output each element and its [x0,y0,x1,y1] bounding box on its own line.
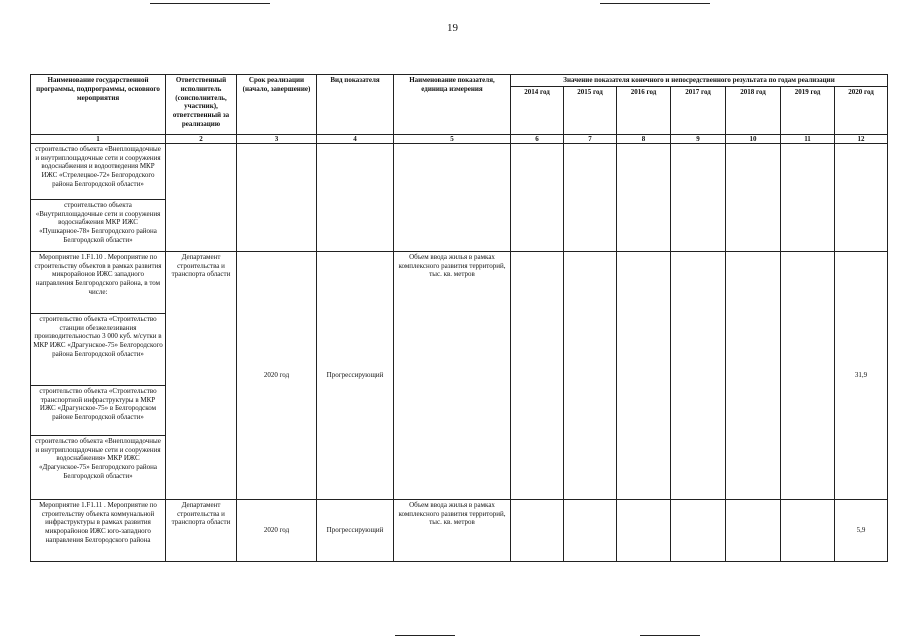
column-number: 10 [726,134,781,143]
header-year: 2014 год [511,86,564,134]
row-executor: Департамент строительства и транспорта области [166,499,237,561]
row-value-2020: 31,9 [835,251,888,499]
row-name: строительство объекта «Внутриплощадочные сети и сооружения водоснабжения МКР ИЖС «Пушкарное-78» Белгородского района Белгородской области» [31,199,166,251]
row-term: 2020 год [237,499,317,561]
column-number: 8 [617,134,671,143]
column-number: 12 [835,134,888,143]
page-number: 19 [447,22,458,34]
row-value-2020: 5,9 [835,499,888,561]
table-row [31,499,888,561]
row-type: Прогрессирующий [317,499,394,561]
row-name: Мероприятие 1.F1.11 . Мероприятие по строительству объекта коммунальной инфраструктуры в рамках развития микрорайонов ИЖС юго-западного направления Белгородского района [31,499,166,561]
row-term: 2020 год [237,251,317,499]
row-name: строительство объекта «Строительство станции обезжелезивания производительностью 3 000 куб. м/сутки в МКР ИЖС «Драгунское-75» Белгородского района Белгородской области» [31,313,166,385]
header-year: 2015 год [564,86,617,134]
header-year: 2020 год [835,86,888,134]
column-number: 6 [511,134,564,143]
row-name: строительство объекта «Внеплощадочные и внутриплощадочные сети и сооружения водоснабжения» МКР ИЖС «Драгунское-75» Белгородского района Белгородской области» [31,435,166,499]
header-term: Срок реализации (начало, завершение) [237,75,317,135]
header-year: 2016 год [617,86,671,134]
column-number: 3 [237,134,317,143]
scan-edge-mark [395,635,455,636]
column-number: 1 [31,134,166,143]
results-table [30,74,888,562]
header-executor: Ответственный исполнитель (соисполнитель, участник), ответственный за реализацию [166,75,237,135]
header-values: Значение показателя конечного и непосредственного результата по годам реализации [511,75,888,87]
column-number: 11 [781,134,835,143]
header-year: 2019 год [781,86,835,134]
column-number: 9 [671,134,726,143]
header-year: 2017 год [671,86,726,134]
header-year: 2018 год [726,86,781,134]
scan-edge-mark [150,3,270,4]
column-number: 7 [564,134,617,143]
column-number: 5 [394,134,511,143]
column-number: 2 [166,134,237,143]
row-indicator: Объем ввода жилья в рамках комплексного развития территорий, тыс. кв. метров [394,251,511,499]
header-type: Вид показателя [317,75,394,135]
header-indicator: Наименование показателя, единица измерения [394,75,511,135]
column-number: 4 [317,134,394,143]
row-indicator: Объем ввода жилья в рамках комплексного развития территорий, тыс. кв. метров [394,499,511,561]
row-executor: Департамент строительства и транспорта области [166,251,237,499]
table-row [31,251,888,313]
row-type: Прогрессирующий [317,251,394,499]
scan-edge-mark [640,635,700,636]
table-row [31,143,888,199]
row-name: строительство объекта «Строительство транспортной инфраструктуры в МКР ИЖС «Драгунское-75» в Белгородском районе Белгородской области» [31,385,166,435]
row-name: строительство объекта «Внеплощадочные и внутриплощадочные сети и сооружения водоснабжения и водоотведения МКР ИЖС «Стрелецкое-72» Белгородского района Белгородской области» [31,143,166,199]
header-name: Наименование государственной программы, подпрограммы, основного мероприятия [31,75,166,135]
scan-edge-mark [600,3,710,4]
row-name: Мероприятие 1.F1.10 . Мероприятие по строительству объектов в рамках развития микрорайонов ИЖС западного направления Белгородского района, в том числе: [31,251,166,313]
